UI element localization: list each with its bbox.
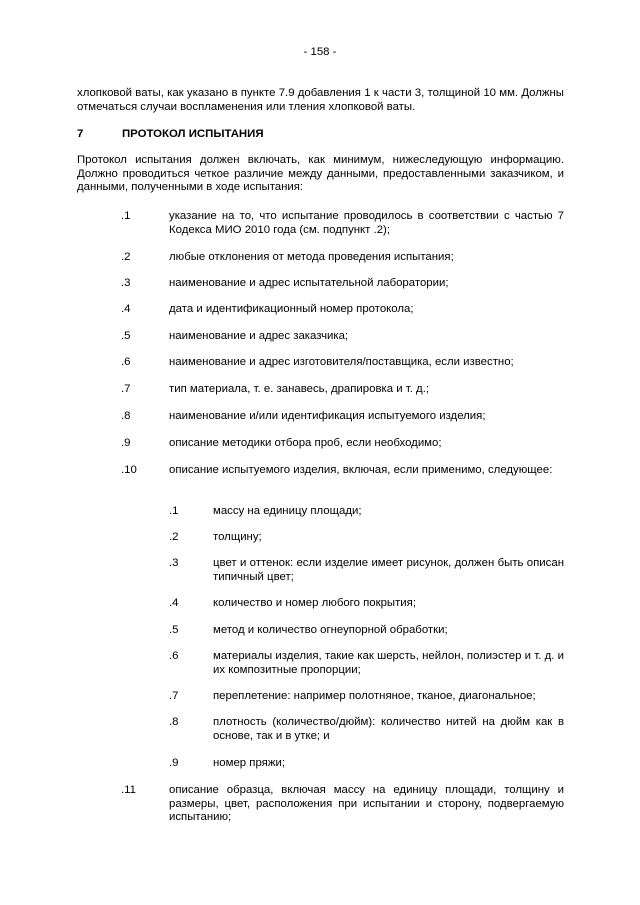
list-item-number: .5 xyxy=(121,330,131,342)
list-item-text: наименование и адрес заказчика; xyxy=(169,330,349,342)
list-item-number: .1 xyxy=(121,210,131,222)
sub-list-item-number: .6 xyxy=(169,650,179,662)
sub-list-item-number: .8 xyxy=(169,716,179,728)
intro-paragraph: хлопковой ваты, как указано в пункте 7.9 добавления 1 к части 3, толщиной 10 мм. Должны отмечаться случаи воспламенения или тления хлопковой ваты. xyxy=(77,87,564,113)
list-item-text: дата и идентификационный номер протокола; xyxy=(169,303,414,315)
sub-list-item-text: массу на единицу площади; xyxy=(213,505,362,517)
sub-list-item-text: материалы изделия, такие как шерсть, нейлон, полиэстер и т. д. и их композитные пропорции; xyxy=(213,650,564,676)
sub-list-item-text: количество и номер любого покрытия; xyxy=(213,597,417,609)
list-item-number: .8 xyxy=(121,410,131,422)
sub-list-item-text: номер пряжи; xyxy=(213,757,285,769)
list-item-number: .7 xyxy=(121,383,131,395)
sub-list-item-text: плотность (количество/дюйм): количество нитей на дюйм как в основе, так и в утке; и xyxy=(213,716,564,742)
list-item-text: описание образца, включая массу на единицу площади, толщину и размеры, цвет, расположения при испытании и сторону, подвергаемую испытанию; xyxy=(169,784,564,824)
section-number: 7 xyxy=(77,128,84,140)
list-item-number: .6 xyxy=(121,356,131,368)
sub-list-item-number: .4 xyxy=(169,597,179,609)
list-item-number: .9 xyxy=(121,437,131,449)
list-item-text: тип материала, т. е. занавесь, драпировка и т. д.; xyxy=(169,383,430,395)
sub-list-item-number: .9 xyxy=(169,757,179,769)
list-item-text: описание испытуемого изделия, включая, если применимо, следующее: xyxy=(169,464,553,476)
list-item-text: наименование и адрес изготовителя/поставщика, если известно; xyxy=(169,356,514,368)
sub-list-item-text: толщину; xyxy=(213,531,262,543)
section-title: ПРОТОКОЛ ИСПЫТАНИЯ xyxy=(122,128,264,140)
list-item-number: .4 xyxy=(121,303,131,315)
list-item-text: наименование и/или идентификация испытуемого изделия; xyxy=(169,410,486,422)
list-item-number: .3 xyxy=(121,277,131,289)
list-item-text: описание методики отбора проб, если необходимо; xyxy=(169,437,442,449)
sub-list-item-text: переплетение: например полотняное, ткaное, диагональное; xyxy=(213,690,536,702)
lead-paragraph: Протокол испытания должен включать, как минимум, нижеследующую информацию. Должно проводиться четкое различие между данными, предоставленными заказчиком, и данными, полученными в ходе испытания: xyxy=(77,154,564,194)
sub-list-item-text: метод и количество огнеупорной обработки; xyxy=(213,624,448,636)
list-item-number: .10 xyxy=(121,464,137,476)
list-item-text: указание на то, что испытание проводилось в соответствии с частью 7 Кодекса МИО 2010 года (см. подпункт .2); xyxy=(169,210,564,236)
list-item-text: любые отклонения от метода проведения испытания; xyxy=(169,251,454,263)
sub-list-item-text: цвет и оттенок: если изделие имеет рисунок, должен быть описан типичный цвет; xyxy=(213,557,564,583)
sub-list-item-number: .7 xyxy=(169,690,179,702)
list-item-number: .11 xyxy=(121,784,136,796)
sub-list-item-number: .5 xyxy=(169,624,179,636)
sub-list-item-number: .2 xyxy=(169,531,179,543)
list-item-number: .2 xyxy=(121,251,131,263)
sub-list-item-number: .3 xyxy=(169,557,179,569)
list-item-text: наименование и адрес испытательной лаборатории; xyxy=(169,277,449,289)
page-number: - 158 - xyxy=(303,46,337,58)
sub-list-item-number: .1 xyxy=(169,505,179,517)
